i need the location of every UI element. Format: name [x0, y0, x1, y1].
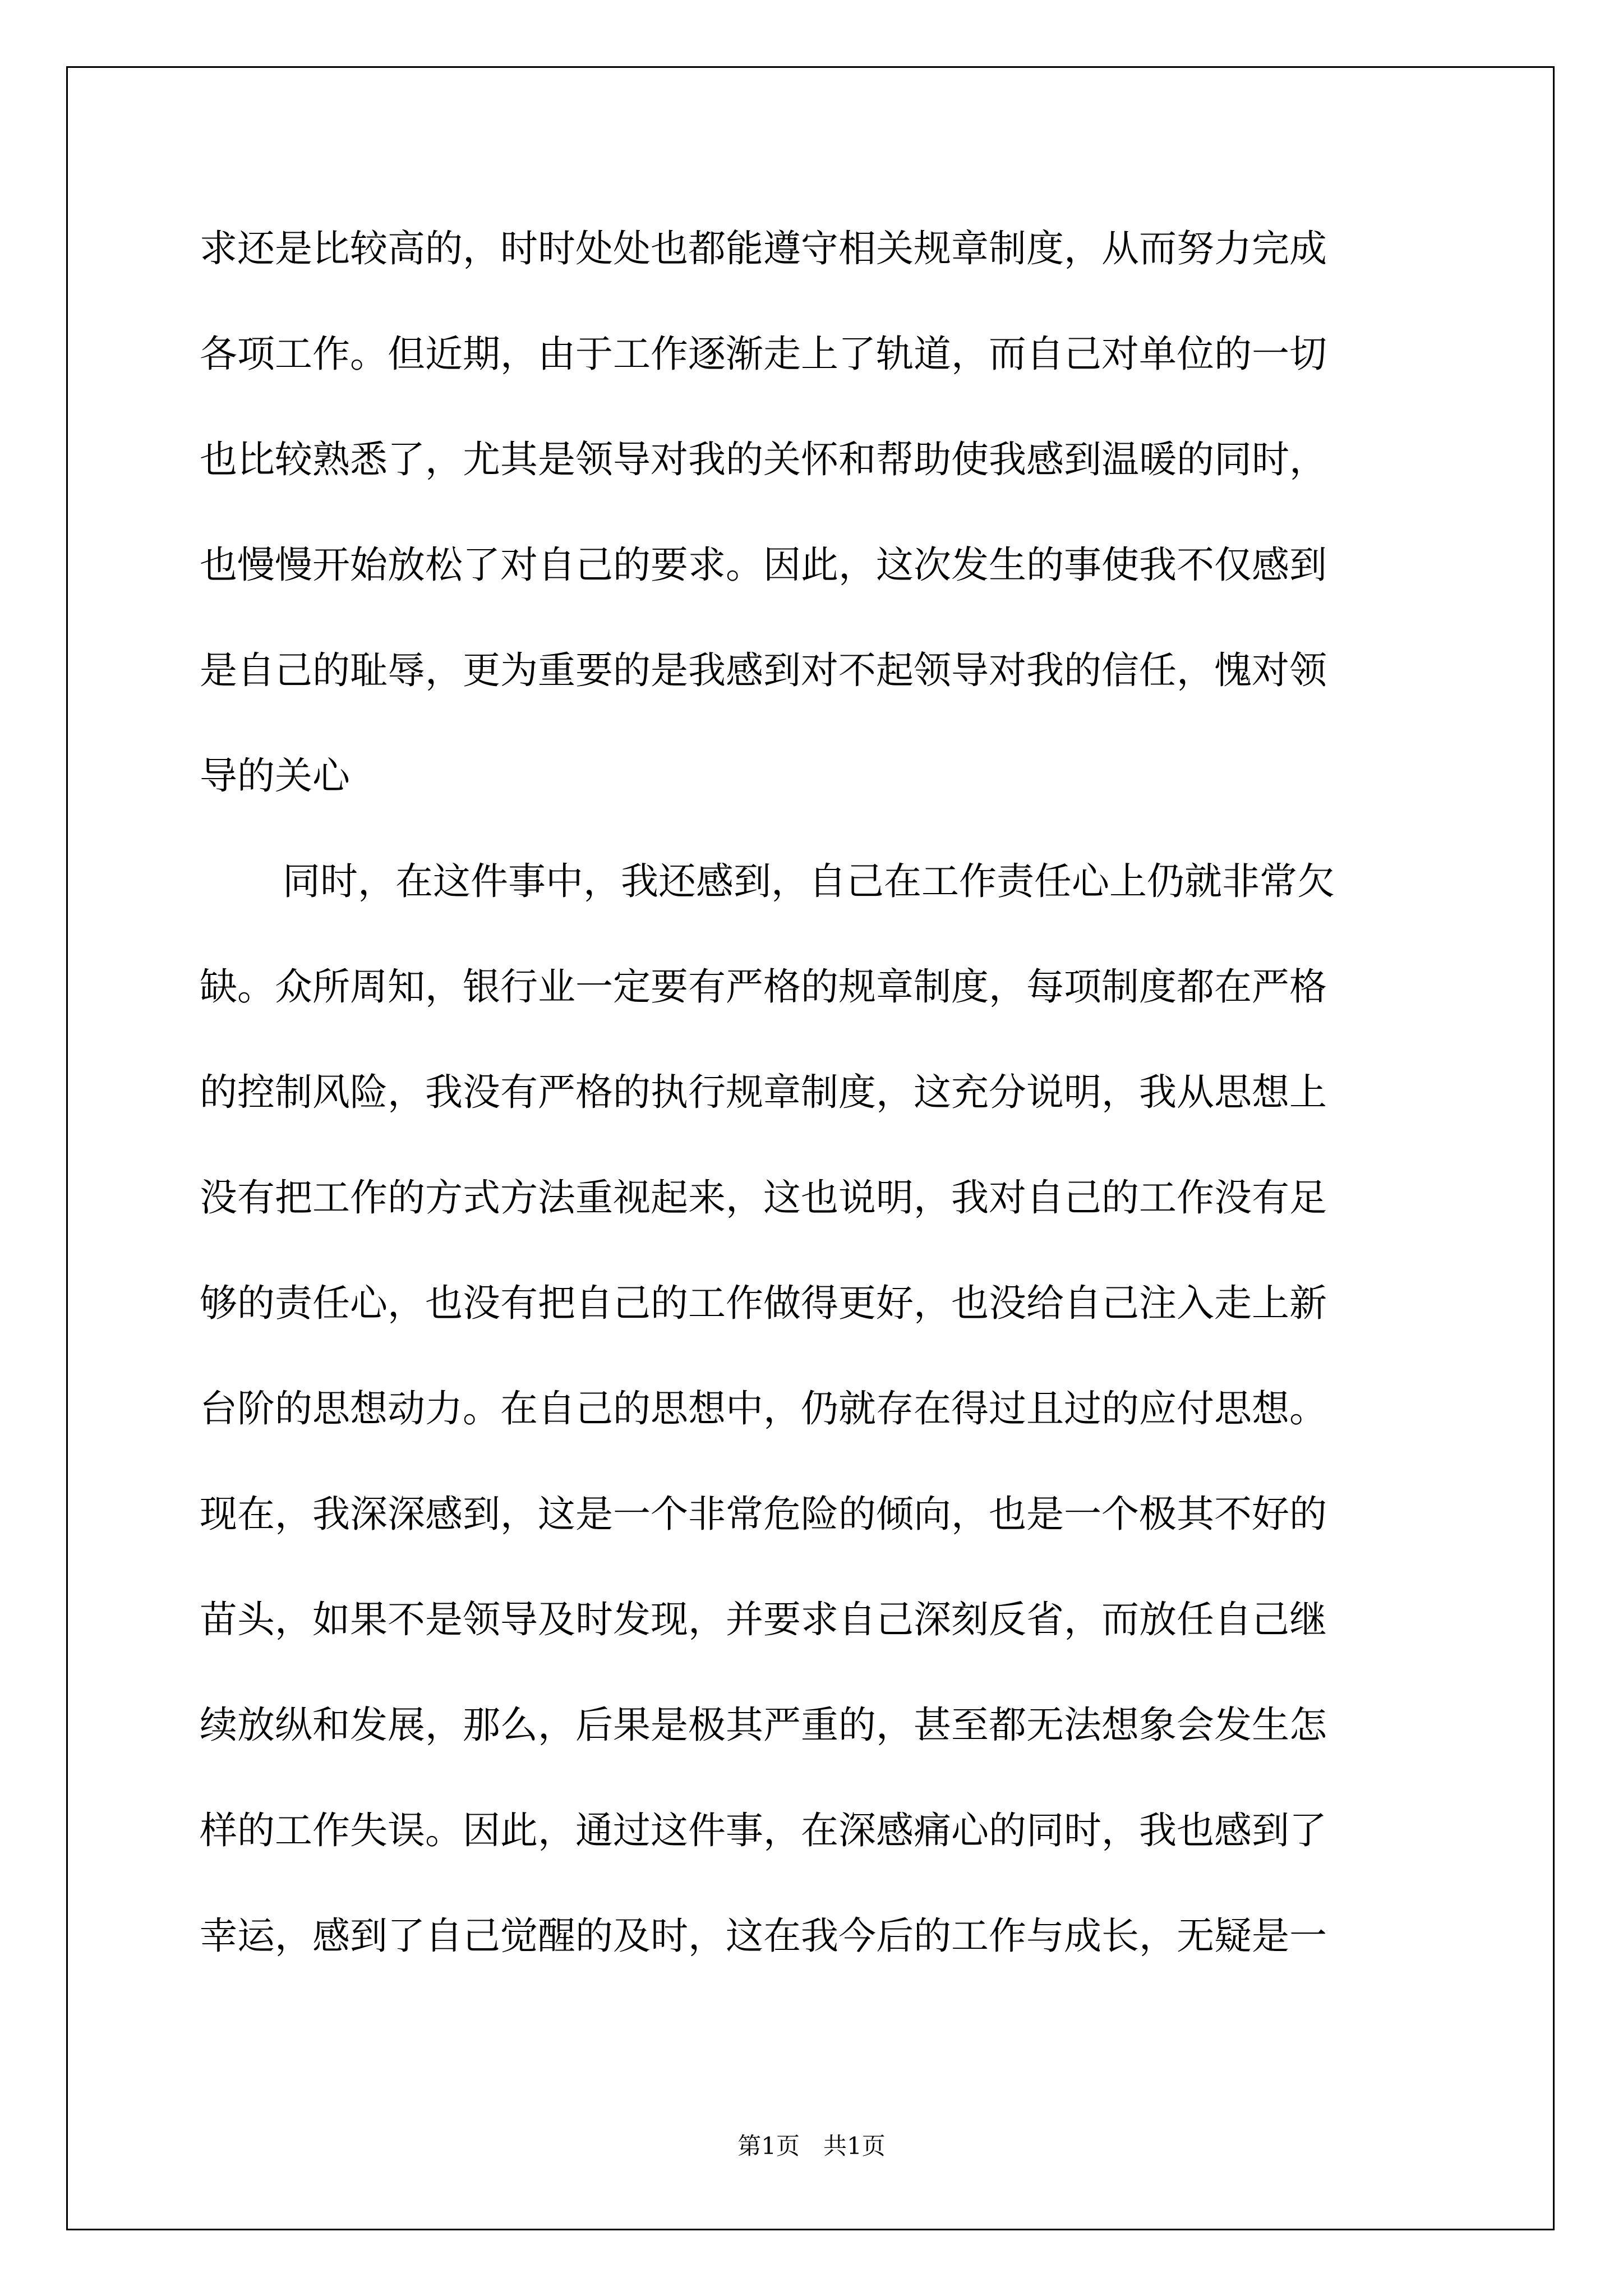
text-line: 缺。众所周知，银行业一定要有严格的规章制度，每项制度都在严格 [200, 965, 1327, 1009]
text-line: 也比较熟悉了，尤其是领导对我的关怀和帮助使我感到温暖的同时， [200, 438, 1327, 481]
text-line: 幸运，感到了自己觉醒的及时，这在我今后的工作与成长，无疑是一 [200, 1914, 1327, 1958]
paragraph-first-line: 同时，在这件事中，我还感到，自己在工作责任心上仍就非常欠 [283, 859, 1335, 903]
text-line: 样的工作失误。因此，通过这件事，在深感痛心的同时，我也感到了 [200, 1809, 1327, 1852]
text-line: 的控制风险，我没有严格的执行规章制度，这充分说明，我从思想上 [200, 1070, 1327, 1114]
text-line: 求还是比较高的，时时处处也都能遵守相关规章制度，从而努力完成 [200, 227, 1327, 270]
text-line: 够的责任心，也没有把自己的工作做得更好，也没给自己注入走上新 [200, 1281, 1327, 1325]
text-line: 续放纵和发展，那么，后果是极其严重的，甚至都无法想象会发生怎 [200, 1703, 1327, 1747]
page-number-footer: 第1页 共1页 [737, 2132, 886, 2160]
text-line: 是自己的耻辱，更为重要的是我感到对不起领导对我的信任，愧对领 [200, 648, 1327, 692]
text-line: 各项工作。但近期，由于工作逐渐走上了轨道，而自己对单位的一切 [200, 332, 1327, 376]
text-line: 现在，我深深感到，这是一个非常危险的倾向，也是一个极其不好的 [200, 1492, 1327, 1536]
text-line: 导的关心 [200, 754, 350, 798]
text-line: 苗头，如果不是领导及时发现，并要求自己深刻反省，而放任自己继 [200, 1598, 1327, 1641]
text-line: 没有把工作的方式方法重视起来，这也说明，我对自己的工作没有足 [200, 1176, 1327, 1220]
text-line: 台阶的思想动力。在自己的思想中，仍就存在得过且过的应付思想。 [200, 1387, 1327, 1430]
text-line: 也慢慢开始放松了对自己的要求。因此，这次发生的事使我不仅感到 [200, 543, 1327, 587]
